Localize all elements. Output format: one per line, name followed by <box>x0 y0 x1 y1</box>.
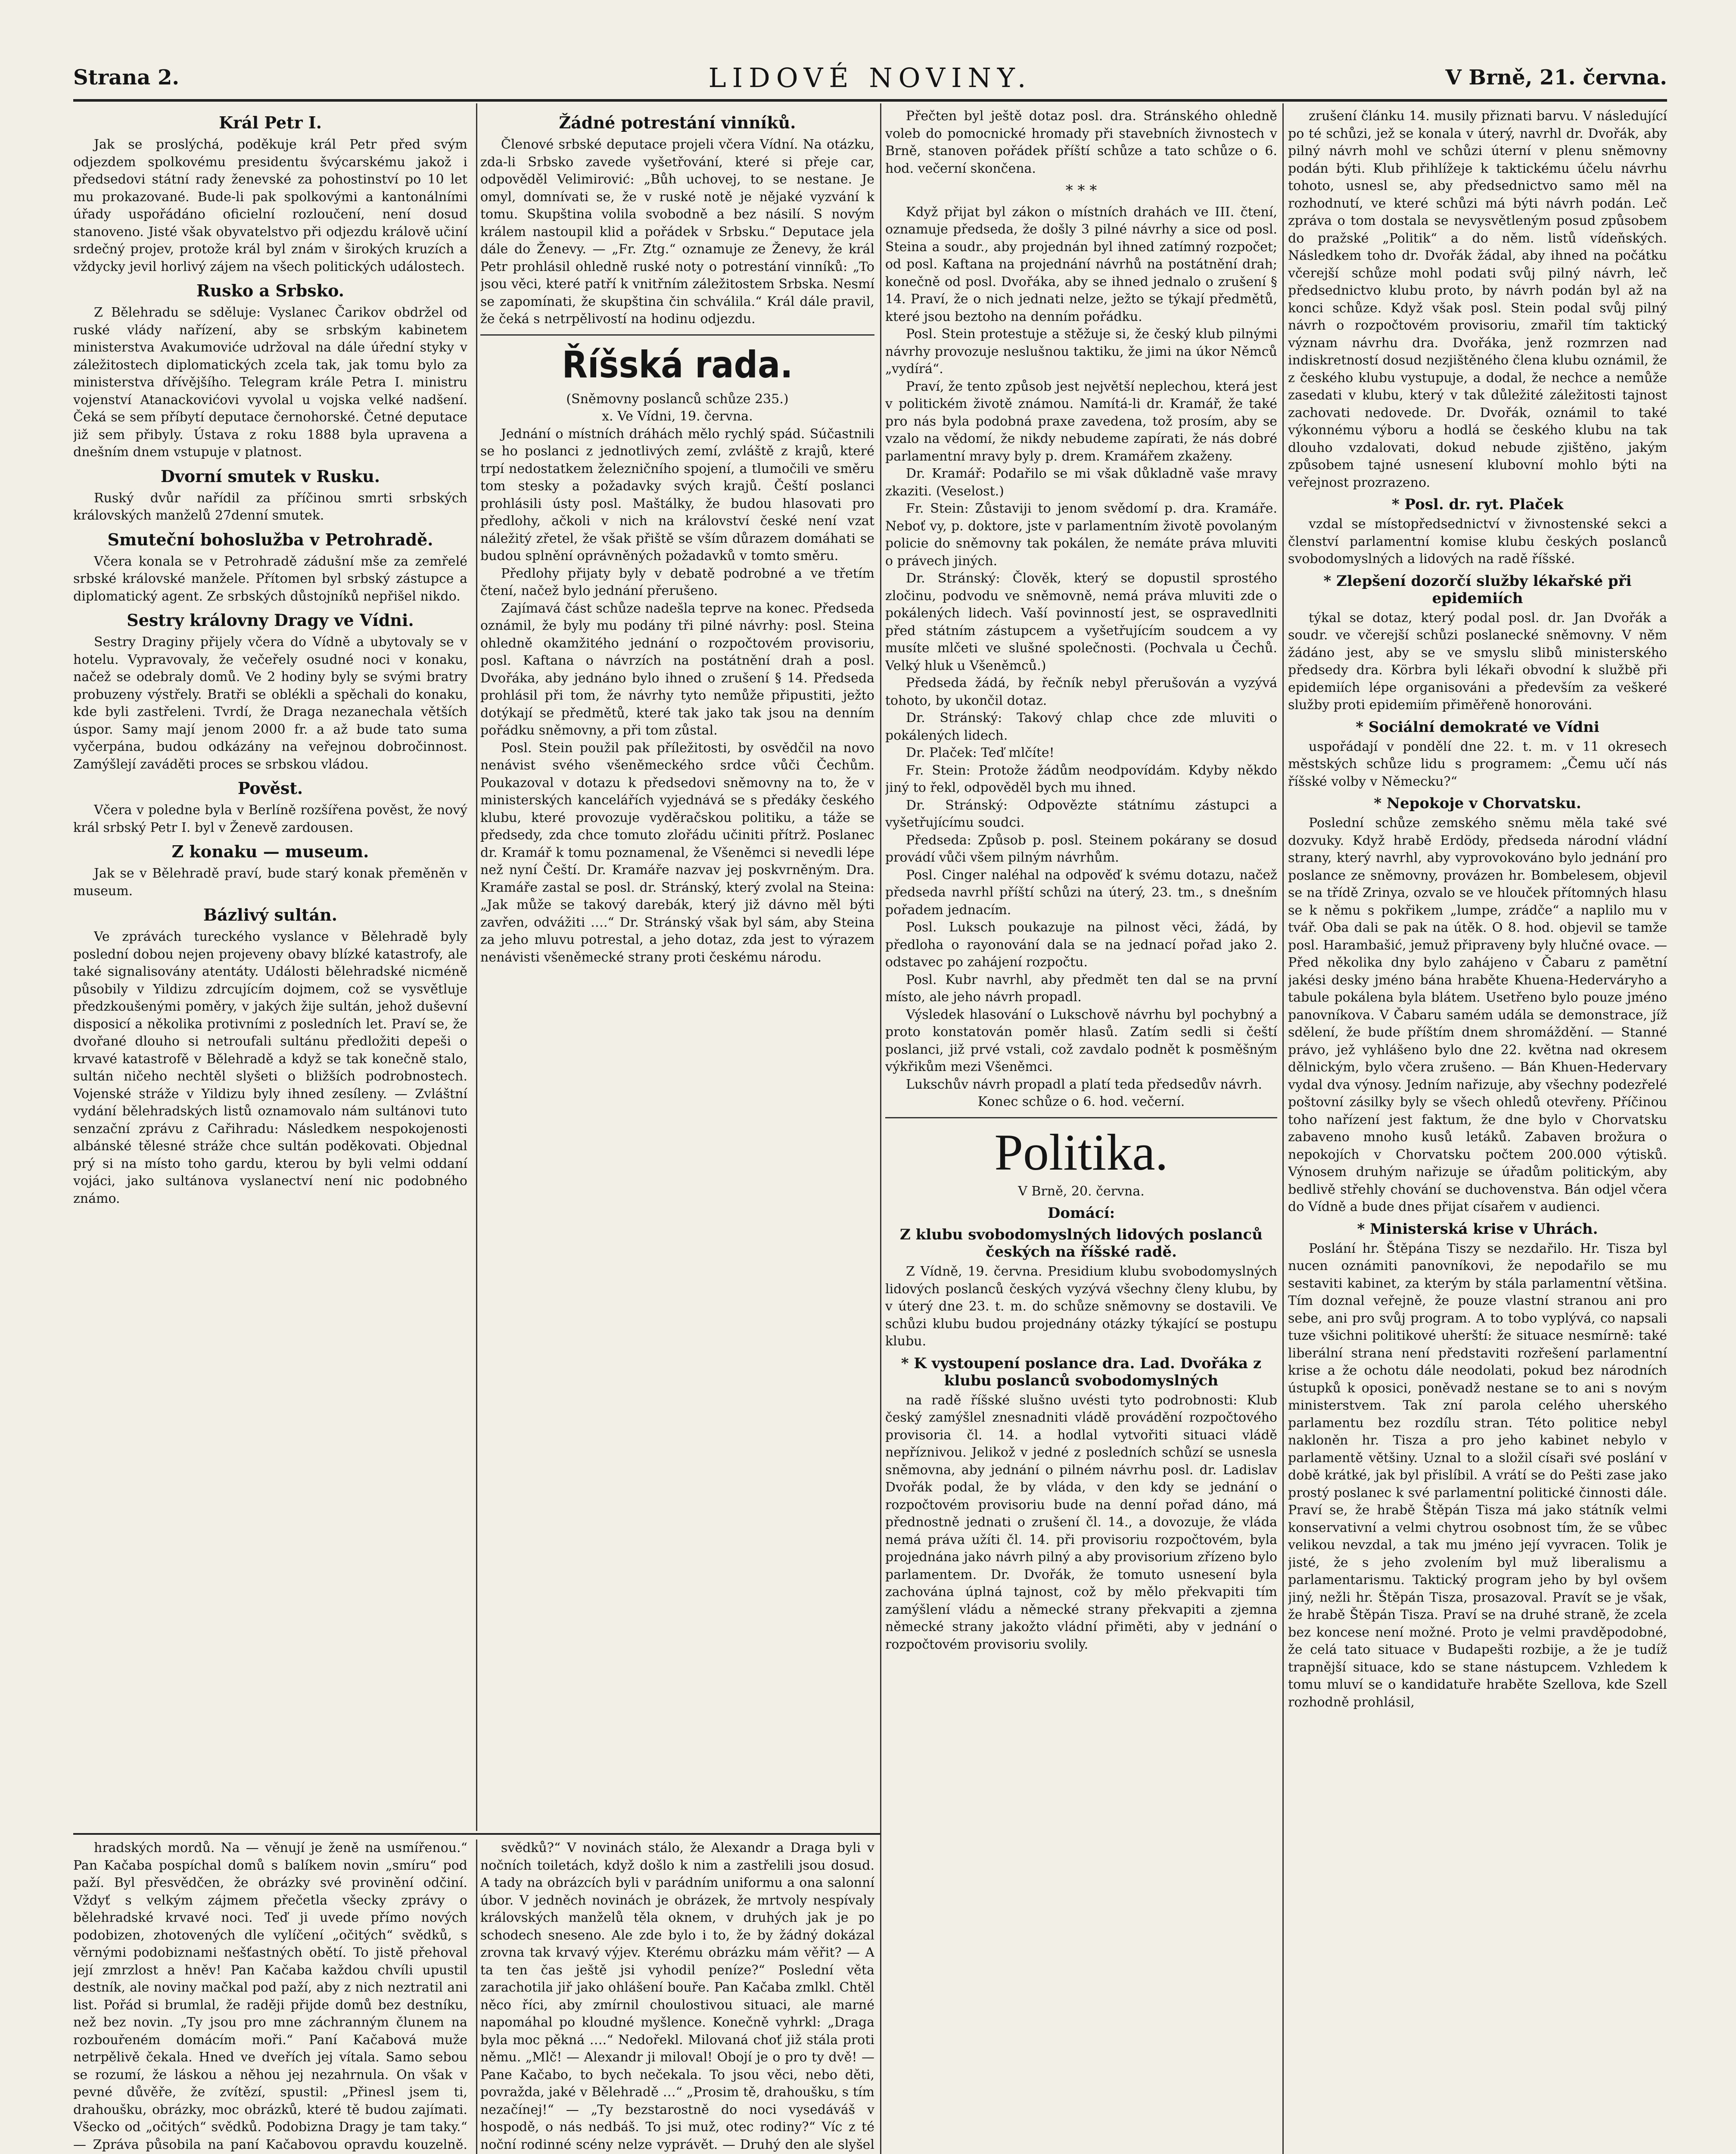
article-nepokoje: Poslední schůze zemského sněmu měla také své dozvuky. Když hrabě Erdödy, předseda národní vládní strany, který navrhl, aby vyprovokováno bylo jednání pro poslance ze sněmovny, provázen hr. Bombelesem, objevil se na třídě Zrinya, ozvalo se ve hlouček přítomných hlasu se k němu s pokřikem „lumpe, zrádče“ a naplilo mu v tvář. Oba dali se pak na útěk. O 8. hod. objevil se tamže posl. Harambašić, jemuž připraveny byly hlučné ovace. — Před několika dny bylo zahájeno v Čabaru z pamětní jakési desky jméno bána hraběte Khuena-Hederváryho a tabule pokálena byla blátem. Usetřeno bylo pouze jméno panovníkova. V Čabaru samém udála se demonstrace, jíž sdělení, že bude příštím dnem shromáždění. — Stanné právo, jež vyhlášeno bylo dne 22. května nad okresem dělnickým, bylo včera zrušeno. — Bán Khuen-Hedervary vydal dva výnosy. Jedním nařizuje, aby všechny podezřelé poštovní zásilky byly se všech ohledů otevřeny. Příčinou toho nařízení jest faktum, že dne bylo v Chorvatsku zabaveno mnoho kusů letáků. Zabaven brožura o nepokojích v Chorvatsku počtem 200.000 výtisků. Výnosem druhým nařizuje se úřadům politickým, aby bedlivě střehly chování se duchovenstva. Bán odjel včera do Vídně a bude dnes přijat císařem v audienci. <box>1288 816 1667 1214</box>
article-dvorni-smutek: Ruský dvůr nařídil za příčinou smrti srbských královských manželů 27denní smutek. <box>73 490 467 523</box>
heading-socialni: * Sociální demokraté ve Vídni <box>1356 718 1599 736</box>
feuilleton-column-2 <box>480 1840 874 2154</box>
column-3 <box>885 108 1277 2154</box>
page-number: Strana 2. <box>73 65 180 90</box>
page-header <box>73 60 1667 102</box>
article-placek: vzdal se místopředsednictví v živnostenské sekci a členství parlamentní komise klubu českých poslanců svobodomyslných a lidových na radě říšské. <box>1288 517 1667 567</box>
rada-paragraph: Posl. Stein použil pak příležitosti, by osvědčil na novo nenávist svého všeněmeckého srdce vůči Čechům. Poukazoval v dotazu k předsedovi sněmovny na to, že v ministerských kancelářích vyjednává se s předáky českého klubu, které provozuje vyděračskou politiku, a táže se předsedy, zda chce tomuto zlořádu učiniti přítrž. Poslanec dr. Kramář k tomu poznamenal, že Všeněmci si nevedli lépe než nyní Čeští. Dr. Kramáře nazvav jej poskvrněným. Dra. Kramáře zastal se posl. dr. Stránský, který zvolal na Steina: „Jak může se takový darebák, který již dávno měl býti zavřen, odvážiti ….“ Dr. Stránský však byl sám, aby Steina za jeho mluvu potrestal, a jeho dotaz, zda jest to výrazem nenávisti všeněmecké strany proti českému národu. <box>480 740 874 965</box>
article-dozorci: týkal se dotaz, který podal posl. dr. Jan Dvořák a soudr. ve včerejší schůzi poslanecké sněmovny. V něm žádáno jest, aby se ve smyslu slibů ministerského předsedy dra. Körbra byli lékaři obvodní k službě při epidemiích lépe organisováni a především za veškeré služby proti epidemiím přiměřeně honorováni. <box>1288 610 1667 713</box>
masthead: LIDOVÉ NOVINY. <box>708 62 1032 93</box>
rada-paragraph: Posl. Stein protestuje a stěžuje si, že český klub pilnými návrhy provozuje neslušnou taktiku, že jimi na úkor Němců „vydírá“. <box>885 327 1277 377</box>
rada-paragraph: Dr. Stránský: Člověk, který se dopustil sprostého zločinu, podvodu ve sněmovně, nemá práva mluviti zde o pokálených lidech. Vaší povinností jest, se ospravedlniti před státním zástupcem a vyšetřujícím soudcem a vy musíte mlčeti ve slušné společnosti. (Pochvala u Čechů. Velký hluk u Všeněmců.) <box>885 571 1277 673</box>
article-krise: Poslání hr. Štěpána Tiszy se nezdařilo. Hr. Tisza byl nucen oznámiti panovníkovi, že nepodařilo se mu sestaviti kabinet, za kterým by stála parlamentní většina. Tím doznal veřejně, že pouze vlastní stranou ani pro sebe, ani pro svůj program. A to tobo vyplývá, co napsali tuze všichni politikové uherští: že situace nesmírně: také liberální strana není představiti rozřešení parlamentní krise a že ochotu dále neodolati, pokud bez národních ústupků k oposici, poněvadž nestane se to ani s novým ministerstvem. Tak zní parola celého uherského parlamentu bez rozdílu stran. Této politice nebyl nakloněn hr. Tisza a pro jeho kabinet nebylo v parlamentě většiny. Uznal to a složil císaři své poslání v době krátké, jak byl přislíbil. A vrátí se do Pešti zase jako prostý poslanec k své parlamentní politické činnosti dále. Praví se, že hrabě Štěpán Tisza má jako státník velmi konservativní a velmi chytrou osobnost tím, že se vůbec velikou nevzdal, a tak mu jméno její vyvracen. Tolik je jisté, že s jeho zvolením byl muž liberalismu a parlamentarismu. Taktický program jeho by byl ovšem jiný, nežli hr. Štěpán Tisza, prosazoval. Pravít se je však, že hrabě Štěpán Tisza. Praví se na druhé straně, že zcela bez koncese není možné. Proto je velmi pravděpodobné, že celá tato situace v Budapešti rozbije, a že je tudíž trapnější situace, kdo se stane nástupcem. Vzhledem k tomu mluví se o kandidatuře hraběte Szellova, kde Szell rozhodně prohlásil, <box>1288 1241 1667 1710</box>
heading-nepokoje: * Nepokoje v Chorvatsku. <box>1374 795 1581 812</box>
feuilleton-rule <box>73 1833 880 1835</box>
article-sestry: Sestry Draginy přijely včera do Vídně a ubytovaly se v hotelu. Vypravovaly, že večeřely osudné noci v konaku, načež se odebraly domů. Ve 2 hodiny byly se svými bratry probuzeny výstřely. Bratři se oblékli a spěchali do konaku, kde byli zastřeleni. Tvrdí, že Draga nezanechala větších úspor. Samy mají jenom 2000 fr. a až bude tato suma vyčerpána, budou odkázány na veřejnou dobročinnost. Zamýšlejí zaváděti proces se srbskou vládou. <box>73 635 467 772</box>
rada-date: x. Ve Vídni, 19. června. <box>602 409 753 424</box>
article-sultan: Ve zprávách tureckého vyslance v Bělehradě byly poslední dobou nejen projeveny obavy blízké katastrofy, ale také signalisovány atentáty. Události bělehradské nicméně působily v Yildizu zdrcujícím dojmem, což se vysvětluje předzkoušenými poměry, v jakých žije sultán, jehož duševní disposicí a několika protivními z posledních let. Praví se, že dvořané dlouho si netroufali sultánu předložiti depeši o krvavé katastrofě v Bělehradě a když se tak konečně stalo, sultán ničeho nechtěl slyšeti o bližších podrobnostech. Vojenské stráže v Yildizu byly ihned zesíleny. — Zvláštní vydání bělehradských listů oznamovalo nám sultánovi tuto senzační zprávu z Cařihradu: Následkem nespokojenosti albánské tělesné stráže chce sultán poděkovati. Objednal prý si na místo toho gardu, kterou by byli velmi oddaní vojáci, jako sultánova vyslanectví není nic podobného známo. <box>73 929 467 1206</box>
article-vystoupeni-cont: zrušení článku 14. musily přiznati barvu. V následující po té schůzi, jež se konala v úterý, navrhl dr. Dvořák, aby pilný návrh mohl ve schůzi úterní v plenu sněmovny podán býti. Klub přihlížeje k taktickému účelu návrhu tohoto, usnesl se, aby předsednictvo samo měl na rozhodnutí, ve které schůzi má býti návrh podán. Leč zpráva o tom dostala se nevysvětleným posud způsobem do pražské „Politik“ a do něm. listů vídeňských. Následkem toho dr. Dvořák žádal, aby ihned na počátku včerejší schůze mohl podati svůj pilný návrh, leč předsednictvo klubu proto, by návrh podán byl až na konci schůze. Když však posl. Stein podal svůj pilný návrh o rozpočtovém provisoriu, zmařil tím taktický význam návrhu dra. Dvořáka, jenž rozmrzen nad indiskretností dosud nezjištěného člena klubu oznámil, že z českého klubu vystupuje, a dodal, že nechce a nemůže zasedati v klubu, který v tak důležité záležitosti tajnost zachovati nedovede. Dr. Dvořák, oznámil to také výkonnému výboru a hodlá se českého klubu na tak dlouho vzdalovati, dokud nebude zjištěno, jakým způsobem tajné usnesení klubovní mohlo býti na veřejnost prozrazeno. <box>1288 109 1667 490</box>
column-1 <box>73 108 467 1829</box>
heading-povest: Pověst. <box>237 778 303 798</box>
article-konak: Jak se v Bělehradě praví, bude starý konak přeměněn v museum. <box>73 866 467 899</box>
feuilleton-column-1 <box>73 1840 467 2154</box>
rada-subtitle: (Sněmovny poslanců schůze 235.) <box>566 391 789 407</box>
feuilleton-text: svědků?“ V novinách stálo, že Alexandr a Draga byli v nočních toiletách, když došlo k nim a zastřelili jsou dosud. A tady na obrázcích byli v parádním uniformu a ona salonní úbor. V jedněch novinách je obrázek, že mrtvoly nespívaly královských manželů těla oknem, v druhých jak je po schodech sneseno. Ale zde bylo i to, že by žádný dokázal zrovna tak krvavý výjev. Kterému obrázku mám věřit? — A ta ten čas ještě jsi vyhodil peníze?“ Poslední věta zarachotila jiř jako ohlášení bouře. Pan Kačaba zmlkl. Chtěl něco říci, aby zmírnil choulostivou situaci, ale marné napomáhal po kloudné myšlence. Konečně vyhrkl: „Draga byla moc pěkná ….“ Nedořekl. Milovaná choť již stála proti němu. „Mlč! — Alexandr ji miloval! Obojí je o pro ty dvě! — Pane Kačabo, to bych nečekala. To jsou věci, nebo děti, povražda, jaké v Bělehradě …“ „Prosim tě, drahoušku, s tím nezačínej!“ — „Ty bezstarostně do noci vysedáváš v hospodě, o nás nedbáš. To jsi muž, otec rodiny?“ Víc z té noční rodinné scény nelze vyprávět. — Druhý den ale slyšel <box>480 1840 874 2152</box>
rada-paragraph: Praví, že tento způsob jest největší neplechou, která jest v politickém životě známou. Namítá-li dr. Kramář, že také pro nás byla podobná praxe zavedena, tož prosím, aby se vzalo na vědomí, že nikdy nebudeme zapírati, že nás dobré parlamentní mravy byly p. drem. Kramářem zkaženy. <box>885 379 1277 464</box>
rada-paragraph: Fr. Stein: Zůstaviji to jenom svědomí p. dra. Kramáře. Neboť vy, p. doktore, jste v parlamentním životě povolaným policie do sněmovny tak pokálen, že nemáte práva mluviti o právech jiných. <box>885 501 1277 569</box>
heading-kral-petr: Král Petr I. <box>219 113 322 132</box>
heading-bohosluzba: Smuteční bohoslužba v Petrohradě. <box>107 529 433 549</box>
article-bohosluzba: Včera konala se v Petrohradě zádušní mše za zemřelé srbské královské manžele. Přítomen byl srbský zástupce a diplomatický agent. Ze srbských důstojníků nepřišel nikdo. <box>73 554 467 604</box>
heading-dvorni-smutek: Dvorní smutek v Rusku. <box>160 466 380 486</box>
article-vinniku: Členové srbské deputace projeli včera Vídní. Na otázku, zda-li Srbsko zavede vyšetřování, které si přeje car, odpověděl Velimirović: „Bůh uchovej, to se nestane. Je omyl, domnívati se, že v ruské notě je nějaké vyzvání k tomu. Skupština volila svobodně a bez násilí. S novým králem nastoupil klid a pořádek v Srbsku.“ Deputace jela dále do Ženevy. — „Fr. Ztg.“ oznamuje ze Ženevy, že král Petr prohlásil ohledně ruské noty o potrestání vinníků: „To jsou věci, které patří k vnitřním záležitostem Srbska. Nesmí se zapomínati, že skupština čin schválila.“ Král dále pravil, že čeká s netrpělivostí na hodinu odjezdu. <box>480 137 874 327</box>
rada-paragraph: Když přijat byl zákon o místních drahách ve III. čtení, oznamuje předseda, že došly 3 pilné návrhy a sice od posl. Steina a soudr., aby projednán byl ihned zatímný rozpočet; od posl. Kaftana na projednání návrhů na postátnění drah; konečně od posl. Dvořáka, aby se ihned jednalo o zrušení § 14. Praví, že o nich jednati nelze, ježto se týkají předmětů, které jsou beztoho na denním pořádku. <box>885 204 1277 324</box>
rada-paragraph: Výsledek hlasování o Lukschově návrhu byl pochybný a proto konstatován poměr hlasů. Zatím sedli si čeští poslanci, již prvé vstali, což zavdalo podnět k posměšným výkřikům mezi Všeněmci. <box>885 1007 1277 1074</box>
dateline: V Brně, 21. června. <box>1445 65 1667 90</box>
rada-paragraph: Předseda: Způsob p. posl. Steinem pokárany se dosud provádí vůči všem pilným návrhům. <box>885 832 1277 865</box>
article-socialni: uspořádají v pondělí dne 22. t. m. v 11 okresech městských schůze lidu s programem: „Čemu učí nás říšské volby v Německu?“ <box>1288 739 1667 789</box>
heading-klub: Z klubu svobodomyslných lidových poslanců českých na říšské radě. <box>900 1226 1263 1261</box>
article-vystoupeni: na radě říšské slušno uvésti tyto podrobnosti: Klub český zamýšlel znesnadniti vládě provádění rozpočtového provisoria čl. 14. a hodlal vytvořiti situaci vládě nepříznivou. Jelikož v jedné z posledních schůzí se usnesla sněmovna, aby jednání o pilném návrhu posl. dr. Ladislav Dvořák podal, že by vláda, v den kdy se jednání o rozpočtovém provisoriu bude na denní pořad dáno, má přednostně jednati o zrušení čl. 14., a dovozuje, že vláda nemá práva užíti čl. 14. při provisoriu rozpočtovém, byla projednána jako návrh pilný a aby provisorium zřízeno bylo parlamentem. Dr. Dvořák, že tomuto usnesení byla zachována úplná tajnost, což by mělo překvapiti tím zamýšlení vládu a německé strany překvapiti a zjemna německé strany jakožto vládní přiměti, aby v jednání o rozpočtovém provisoriu svolily. <box>885 1392 1277 1652</box>
article-povest: Včera v poledne byla v Berlíně rozšířena pověst, že nový král srbský Petr I. byl v Ženevě zardousen. <box>73 803 467 835</box>
section-stars: * * * <box>1065 182 1097 199</box>
rada-paragraph: Zajímavá část schůze nadešla teprve na konec. Předseda oznámil, že byly mu podány tři pilné návrhy: posl. Steina ohledně okamžitého jednání o rozpočtovém provisoriu, posl. Kaftana o návrzích na postátnění drah a posl. Dvořáka, aby jednáno bylo ihned o zrušení § 14. Předseda prohlásil při tom, že návrhy tyto nemůže připustiti, ježto dotýkají se předmětů, které tak jako tak jsou na denním pořádku sněmovny, a při tom zůstal. <box>480 601 874 738</box>
rada-paragraph: Lukschův návrh propadl a platí teda předsedův návrh. <box>906 1077 1262 1092</box>
column-rule <box>880 103 881 2154</box>
column-rule <box>476 103 477 1831</box>
heading-krise: * Ministerská krise v Uhrách. <box>1357 1220 1598 1238</box>
rada-paragraph: Fr. Stein: Protože žádům neodpovídám. Kdyby někdo jiný to řekl, odpověděl bych mu ihned. <box>885 763 1277 795</box>
rada-paragraph: Konec schůze o 6. hod. večerní. <box>977 1094 1185 1109</box>
heading-sultan: Bázlivý sultán. <box>203 905 338 924</box>
rada-paragraph: Dr. Plaček: Teď mlčíte! <box>906 745 1055 760</box>
feuilleton-text: hradských mordů. Na — věnují je ženě na usmířenou.“ Pan Kačaba pospíchal domů s balíkem novin „smíru“ pod paží. Byl přesvědčen, že obrázky své provinění odčiní. Vždyť s velkým zájmem přečetla všecky zprávy o bělehradské krvavé noci. Teď ji uvede přímo nových podobizen, zhotovených dle vylíčení „očitých“ svědků, s věrnými podobiznami nešťastných obětí. To jistě přehoval její zmrzlost a hněv! Pan Kačaba každou chvíli upustil destník, ale noviny mačkal pod paží, aby z nich neztratil ani list. Pořád si brumlal, že raději přijde domů bez destníku, než bez novin. „Ty jsou pro mne záchranným člunem na rozbouřeném domácím moři.“ Paní Kačabová muže netrpělivě čekala. Hned ve dveřích jej vítala. Samo sebou se rozumí, že láskou a něhou jej nezahrnula. On však v pevné důvěře, že zvítězí, spustil: „Přinesl jsem ti, drahoušku, obrázky, moc obrázků, které tě budou zajímati. Všecko od „očitých“ svědků. Podobizna Dragy je tam taky.“ — Zpráva působila na paní Kačabovou opravdu kouzelně. <box>73 1840 467 2152</box>
column-rule <box>476 1840 477 2154</box>
heading-vystoupeni: * K vystoupení poslance dra. Lad. Dvořáka z klubu poslanců svobodomyslných <box>901 1354 1262 1389</box>
heading-placek: * Posl. dr. ryt. Plaček <box>1391 496 1564 513</box>
column-2 <box>480 108 874 1829</box>
heading-konak: Z konaku — museum. <box>171 842 369 861</box>
heading-sestry: Sestry královny Dragy ve Vídni. <box>127 610 414 630</box>
column-4 <box>1288 108 1667 2154</box>
rada-paragraph: Předlohy přijaty byly v debatě podrobné a ve třetím čtení, načež bylo jednání přerušeno. <box>480 566 874 598</box>
rada-paragraph: Jednání o místních dráhách mělo rychlý spád. Súčastnili se ho poslanci z jednotlivých zemí, zvláště z krajů, které trpí nedostatkem železničního spojení, a tlumočili ve směru tom stesky a požadavky svých krajů. Čeští poslanci prohlásili ústy posl. Maštálky, že budou hlasovati pro předlohy, ačkoli v nich na království české není vzat náležitý zřetel, že však přiště se vším důrazem domáhati se budou splnění oprávněných požadavků v tomto směru. <box>480 426 874 563</box>
rada-paragraph: Předseda žádá, by řečník nebyl přerušován a vyzývá tohoto, by ukončil dotaz. <box>885 675 1277 708</box>
article-klub: Z Vídně, 19. června. Presidium klubu svobodomyslných lidových poslanců českých vyzývá všechny členy klubu, by v úterý dne 23. t. m. do schůze sněmovny se dostavili. Ve schůzi klubu budou projednány otázky týkající se postupu klubu. <box>885 1264 1277 1349</box>
rada-paragraph: Přečten byl ještě dotaz posl. dra. Stránského ohledně voleb do pomocnické hromady při stavebních živnostech v Brně, stanoven pořádek příští schůze a tato schůze o 6. hod. večerní skončena. <box>885 109 1277 176</box>
article-rusko-srbsko: Z Bělehradu se sděluje: Vyslanec Čarikov obdržel od ruské vlády nařízení, aby se srbským kabinetem ministerstva Avakumoviće udržoval na dále úřední styky v záležitostech diplomatických zcela tak, jak tomu bylo za ministerstva dřívějšího. Telegram krále Petra I. ministru vojenství Atanackovićovi vyvolal u vojska velké nadšení. Čeká se sem příbytí deputace černohorské. Četné deputace již sem přibyly. Ústava z roku 1888 byla upravena a dnešním dnem vstupuje v platnost. <box>73 305 467 460</box>
heading-risska-rada: Říšská rada. <box>562 343 793 386</box>
heading-vinniku: Žádné potrestání vinníků. <box>559 113 796 132</box>
politika-date: V Brně, 20. června. <box>1018 1183 1145 1199</box>
rada-paragraph: Dr. Kramář: Podařilo se mi však důkladně vaše mravy zkaziti. (Veselost.) <box>885 466 1277 499</box>
divider <box>885 1117 1277 1118</box>
rada-paragraph: Posl. Luksch poukazuje na pilnost věci, žádá, by předloha o rayonování dala se na jednací pořad jako 2. odstavec po zahájení rozpočtu. <box>885 920 1277 970</box>
column-rule <box>1282 103 1284 2154</box>
rada-paragraph: Dr. Stránský: Takový chlap chce zde mluviti o pokálených lidech. <box>885 710 1277 743</box>
heading-politika: Politika. <box>994 1123 1168 1181</box>
rada-paragraph: Posl. Kubr navrhl, aby předmět ten dal se na první místo, ale jeho návrh propadl. <box>885 972 1277 1005</box>
heading-dozorci: * Zlepšení dozorčí služby lékařské při epidemiích <box>1323 572 1632 607</box>
rada-paragraph: Posl. Cinger naléhal na odpověď k svému dotazu, načež předseda navrhl příští schůzi na úterý, 23. tm., s dnešním pořadem jednacím. <box>885 867 1277 918</box>
heading-domaci: Domácí: <box>1047 1205 1115 1222</box>
heading-rusko-srbsko: Rusko a Srbsko. <box>196 281 345 300</box>
divider <box>480 334 874 336</box>
article-kral-petr: Jak se proslýchá, poděkuje král Petr před svým odjezdem spolkovému presidentu švýcarskému jakož i předsedovi státní rady ženevské za pohostinství po 10 let mu prokazované. Bude-li pak spolkovými a kantonálními úřady uspořádáno oficielní rozloučení, není dosud stanoveno. Jisté však obyvatelstvo při odjezdu králově učiní srdečný projev, protože král byl znám v širokých kruzích a vždycky jevil horlivý zájem na všech politických událostech. <box>73 137 467 274</box>
rada-paragraph: Dr. Stránský: Odpovězte státnímu zástupci a vyšetřujícímu soudci. <box>885 797 1277 830</box>
